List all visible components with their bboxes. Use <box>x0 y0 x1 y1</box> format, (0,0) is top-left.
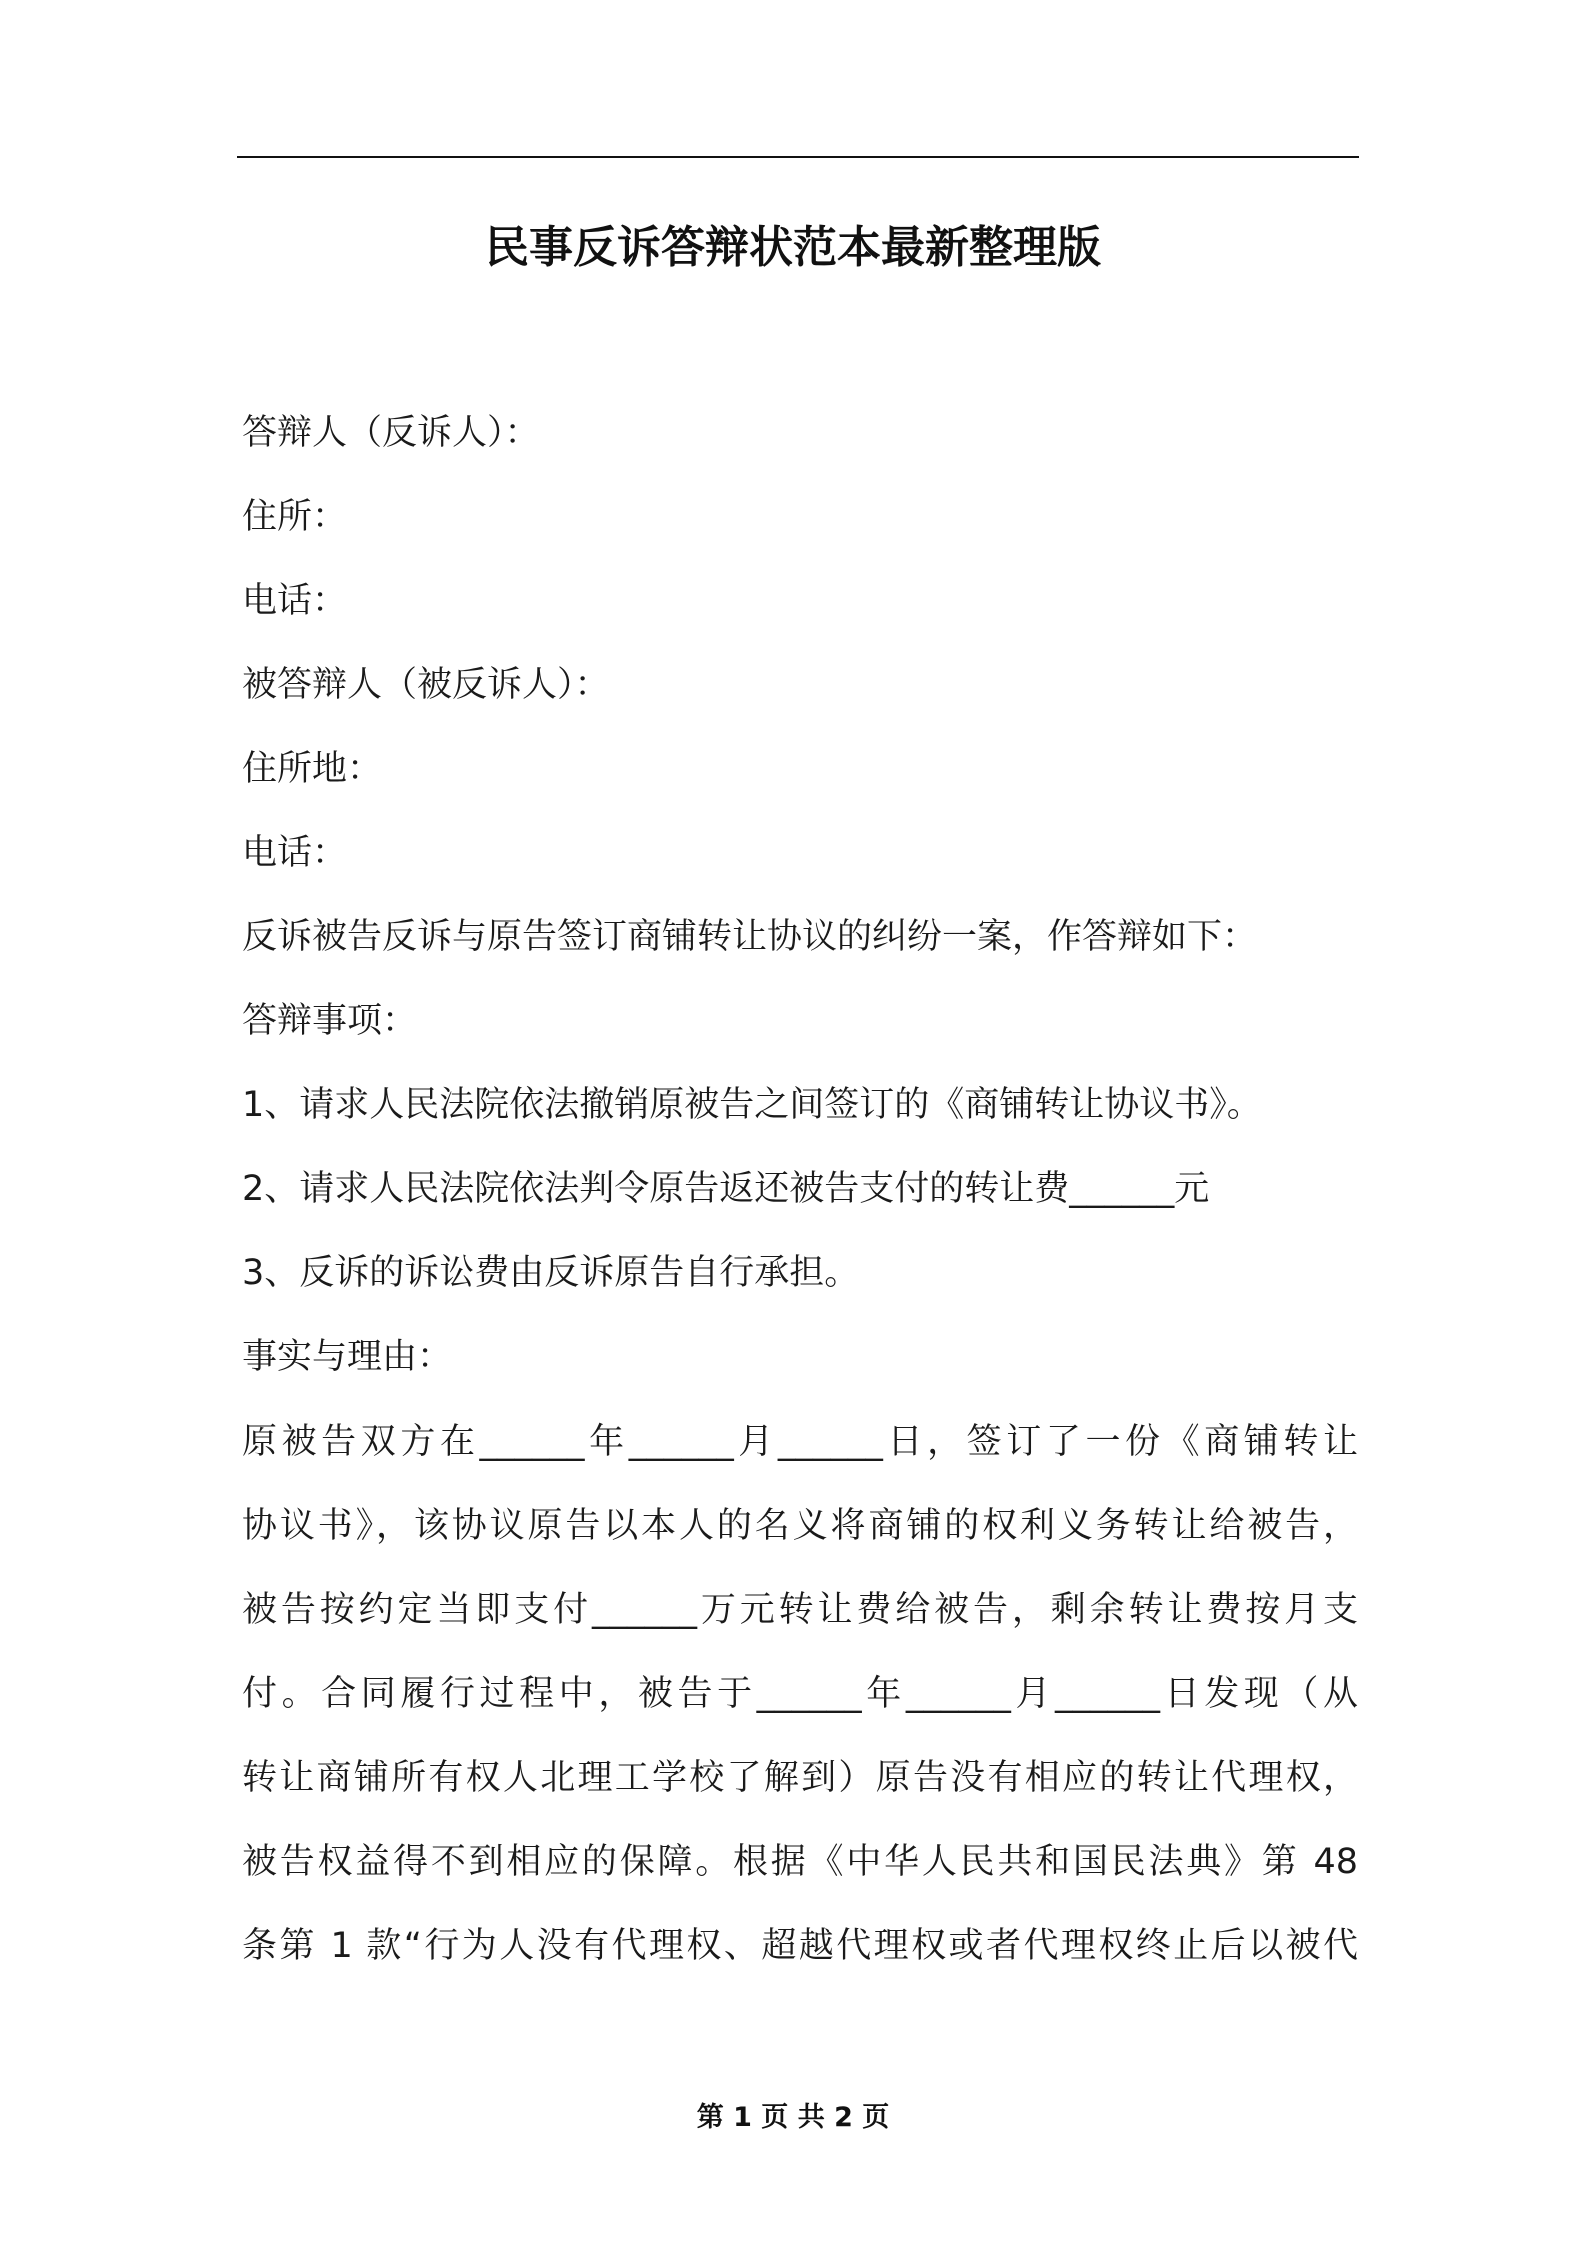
facts-line: 被告权益得不到相应的保障。根据《中华人民共和国民法典》第 48 <box>242 1842 1358 1882</box>
header-divider <box>237 156 1359 158</box>
claim-item: 2、请求人民法院依法判令原告返还被告支付的转让费______元 <box>242 1169 1210 1209</box>
opposing-party-phone-line: 电话： <box>242 833 348 873</box>
page-title: 民事反诉答辩状范本最新整理版 <box>485 222 1101 273</box>
page-number: 第 1 页 共 2 页 <box>696 2102 890 2133</box>
claims-heading: 答辩事项： <box>242 1001 418 1041</box>
facts-paragraph <box>242 1417 1358 2005</box>
intro-line: 反诉被告反诉与原告签订商铺转让协议的纠纷一案，作答辩如下： <box>242 917 1258 957</box>
claim-item: 1、请求人民法院依法撤销原被告之间签订的《商铺转让协议书》。 <box>242 1085 1262 1125</box>
opposing-party-address-line: 住所地： <box>242 749 383 789</box>
facts-heading: 事实与理由： <box>242 1337 453 1377</box>
claim-item: 3、反诉的诉讼费由反诉原告自行承担。 <box>242 1253 860 1293</box>
facts-line: 被告按约定当即支付______万元转让费给被告，剩余转让费按月支 <box>242 1590 1358 1630</box>
opposing-party-line: 被答辩人（被反诉人）： <box>242 665 610 705</box>
respondent-phone-line: 电话： <box>242 581 348 621</box>
respondent-line: 答辩人（反诉人）： <box>242 413 540 453</box>
facts-line: 付。合同履行过程中，被告于______年______月______日发现（从 <box>242 1674 1358 1714</box>
facts-line: 原被告双方在______年______月______日，签订了一份《商铺转让 <box>242 1422 1358 1462</box>
respondent-address-line: 住所： <box>242 497 348 537</box>
facts-line: 协议书》，该协议原告以本人的名义将商铺的权利义务转让给被告， <box>242 1506 1358 1546</box>
facts-line: 转让商铺所有权人北理工学校了解到）原告没有相应的转让代理权， <box>242 1758 1358 1798</box>
facts-line: 条第 1 款“行为人没有代理权、超越代理权或者代理权终止后以被代 <box>242 1926 1358 1966</box>
